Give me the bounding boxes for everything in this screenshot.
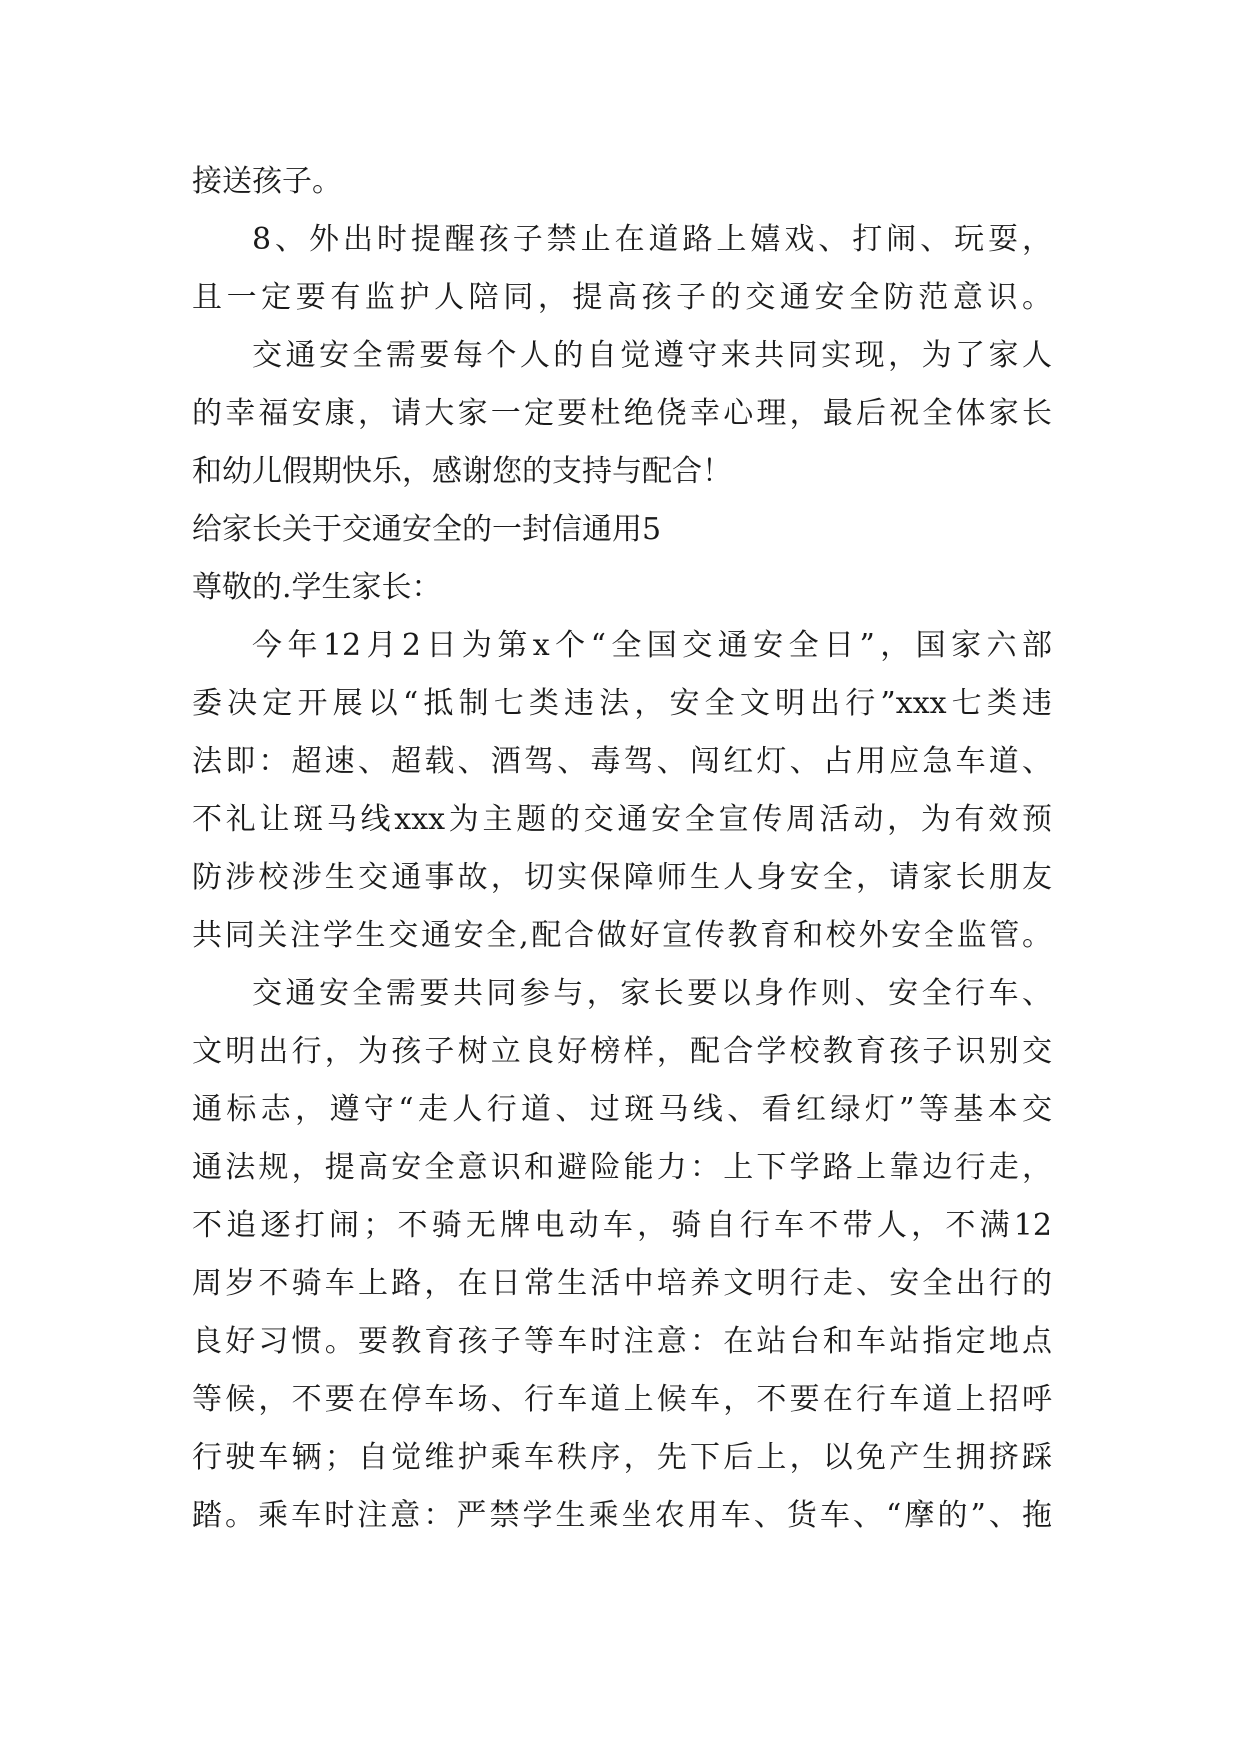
text-line: 不追逐打闹；不骑无牌电动车，骑自行车不带人，不满12: [192, 1208, 1052, 1243]
text-line: 接送孩子。: [192, 164, 342, 199]
text-line: 法即：超速、超载、酒驾、毒驾、闯红灯、占用应急车道、: [192, 744, 1052, 779]
text-line: 和幼儿假期快乐，感谢您的支持与配合！: [192, 454, 732, 489]
text-line: 的幸福安康，请大家一定要杜绝侥幸心理，最后祝全体家长: [192, 396, 1052, 431]
text-line: 周岁不骑车上路，在日常生活中培养文明行走、安全出行的: [192, 1266, 1052, 1301]
text-line: 通标志，遵守“走人行道、过斑马线、看红绿灯”等基本交: [192, 1092, 1052, 1127]
text-line: 行驶车辆；自觉维护乘车秩序，先下后上，以免产生拥挤踩: [192, 1440, 1052, 1475]
text-line: 不礼让斑马线xxx为主题的交通安全宣传周活动，为有效预: [192, 802, 1052, 837]
document-body: [192, 153, 1052, 1545]
text-line: 文明出行，为孩子树立良好榜样，配合学校教育孩子识别交: [192, 1034, 1052, 1069]
text-line: 等候，不要在停车场、行车道上候车，不要在行车道上招呼: [192, 1382, 1052, 1417]
text-line: 交通安全需要共同参与，家长要以身作则、安全行车、: [252, 976, 1052, 1011]
text-line: 且一定要有监护人陪同，提高孩子的交通安全防范意识。: [192, 280, 1052, 315]
salutation: 尊敬的.学生家长：: [192, 570, 442, 605]
text-line: 共同关注学生交通安全,配合做好宣传教育和校外安全监管。: [192, 918, 1052, 953]
text-line: 防涉校涉生交通事故，切实保障师生人身安全，请家长朋友: [192, 860, 1052, 895]
text-line: 良好习惯。要教育孩子等车时注意：在站台和车站指定地点: [192, 1324, 1052, 1359]
text-line: 委决定开展以“抵制七类违法，安全文明出行”xxx七类违: [192, 686, 1052, 721]
text-line: 今年12月2日为第x个“全国交通安全日”，国家六部: [252, 628, 1052, 663]
section-title: 给家长关于交通安全的一封信通用5: [192, 512, 662, 547]
text-line: 通法规，提高安全意识和避险能力：上下学路上靠边行走，: [192, 1150, 1052, 1185]
text-line: 8、外出时提醒孩子禁止在道路上嬉戏、打闹、玩耍，: [252, 222, 1052, 257]
text-line: 踏。乘车时注意：严禁学生乘坐农用车、货车、“摩的”、拖: [192, 1498, 1052, 1533]
text-line: 交通安全需要每个人的自觉遵守来共同实现，为了家人: [252, 338, 1052, 373]
